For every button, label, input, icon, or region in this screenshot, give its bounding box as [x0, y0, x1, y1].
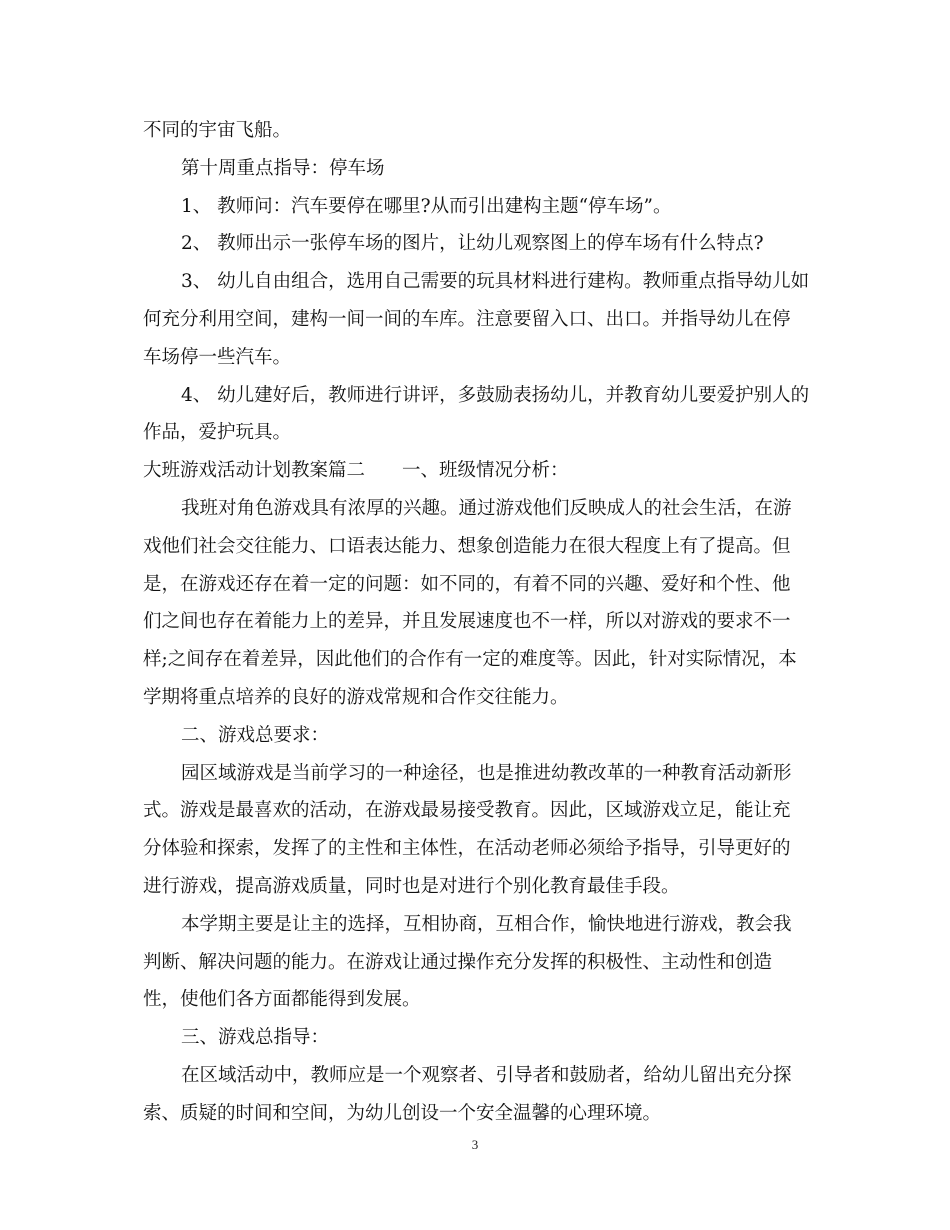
- text-line: 4、 幼儿建好后，教师进行讲评，多鼓励表扬幼儿，并教育幼儿要爱护别人的: [181, 384, 810, 406]
- text-line: 本学期主要是让主的选择，互相协商，互相合作，愉快地进行游戏，教会我: [181, 913, 792, 935]
- document-body: [143, 112, 813, 1133]
- text-line: 2、 教师出示一张停车场的图片，让幼儿观察图上的停车场有什么特点?: [181, 233, 764, 255]
- text-line: 进行游戏，提高游戏质量，同时也是对进行个别化教育最佳手段。: [143, 875, 680, 897]
- text-line: 性，使他们各方面都能得到发展。: [143, 989, 421, 1011]
- text-line: 二、游戏总要求：: [181, 724, 330, 746]
- text-line: 式。游戏是最喜欢的活动，在游戏最易接受教育。因此，区域游戏立足，能让充: [143, 800, 791, 822]
- text-line: 我班对角色游戏具有浓厚的兴趣。通过游戏他们反映成人的社会生活，在游: [181, 497, 792, 519]
- text-line: 样;之间存在着差异，因此他们的合作有一定的难度等。因此，针对实际情况，本: [143, 649, 797, 671]
- text-line: 何充分利用空间，建构一间一间的车库。注意要留入口、出口。并指导幼儿在停: [143, 308, 791, 330]
- text-line: 大班游戏活动计划教案篇二 一、班级情况分析：: [143, 460, 569, 482]
- text-line: 是，在游戏还存在着一定的问题：如不同的，有着不同的兴趣、爱好和个性、他: [143, 573, 791, 595]
- page-number: 3: [471, 1137, 479, 1152]
- text-line: 3、 幼儿自由组合，选用自己需要的玩具材料进行建构。教师重点指导幼儿如: [181, 271, 810, 293]
- text-line: 不同的宇宙飞船。: [143, 120, 292, 141]
- text-line: 1、 教师问：汽车要停在哪里?从而引出建构主题“停车场”。: [181, 195, 672, 217]
- text-line: 分体验和探索，发挥了的主性和主体性，在活动老师必须给予指导，引导更好的: [143, 838, 791, 860]
- text-line: 戏他们社会交往能力、口语表达能力、想象创造能力在很大程度上有了提高。但: [143, 535, 791, 557]
- text-line: 作品，爱护玩具。: [143, 422, 292, 444]
- text-line: 们之间也存在着能力上的差异，并且发展速度也不一样，所以对游戏的要求不一: [143, 611, 791, 633]
- text-line: 判断、解决问题的能力。在游戏让通过操作充分发挥的积极性、主动性和创造: [143, 951, 773, 973]
- text-line: 第十周重点指导：停车场: [181, 157, 385, 179]
- text-line: 学期将重点培养的良好的游戏常规和合作交往能力。: [143, 686, 569, 708]
- text-line: 索、质疑的时间和空间，为幼儿创设一个安全温馨的心理环境。: [143, 1102, 662, 1124]
- text-line: 车场停一些汽车。: [143, 346, 292, 368]
- text-line: 园区域游戏是当前学习的一种途径，也是推进幼教改革的一种教育活动新形: [181, 762, 792, 784]
- text-line: 在区域活动中，教师应是一个观察者、引导者和鼓励者，给幼儿留出充分探: [181, 1064, 792, 1086]
- text-line: 三、游戏总指导：: [181, 1027, 330, 1049]
